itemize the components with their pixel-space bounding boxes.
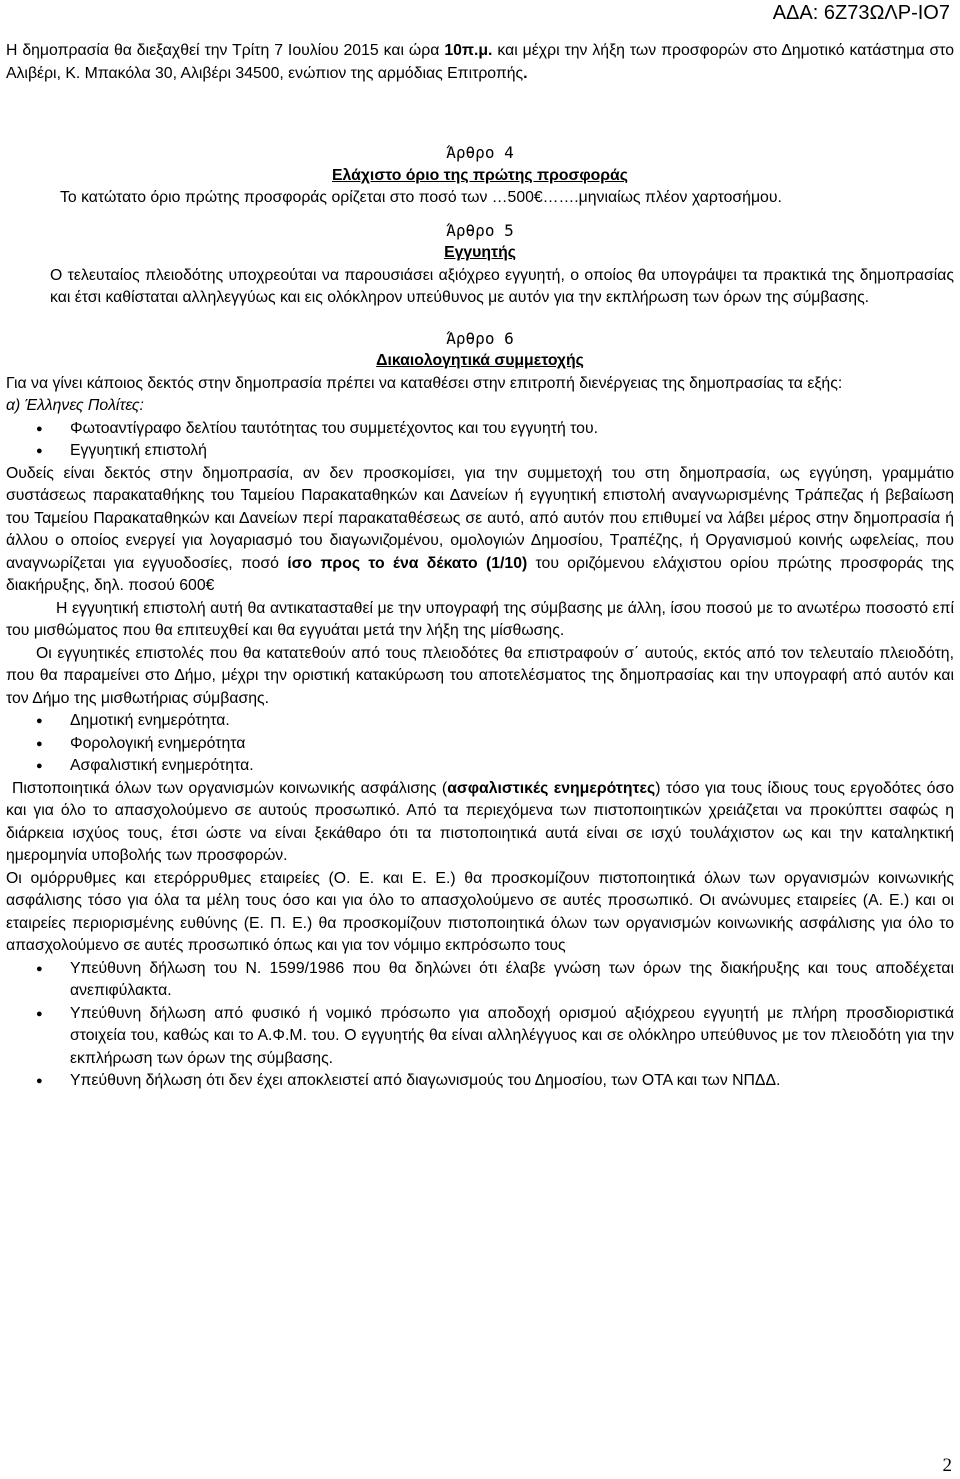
document-page (0, 40, 960, 1093)
list-item: ● Εγγυητική επιστολή (70, 440, 954, 463)
article-5-heading: Άρθρο 5 (446, 220, 514, 240)
documents-list-1 (0, 418, 960, 463)
list-item: ● Υπεύθυνη δήλωση του Ν. 1599/1986 που θα δηλώνει ότι έλαβε γνώση των όρων της διακήρυξης και τους αποδέχεται ανεπιφύλακτα. (70, 958, 954, 1003)
list-item: ● Υπεύθυνη δήλωση ότι δεν έχει αποκλειστεί από διαγωνισμούς του Δημοσίου, των ΟΤΑ και των ΝΠΔΔ. (70, 1070, 954, 1093)
list-item: ● Ασφαλιστική ενημερότητα. (70, 755, 954, 778)
article-6-intro: Για να γίνει κάποιος δεκτός στην δημοπρασία πρέπει να καταθέσει στην επιτροπή διενέργειας της δημοπρασίας τα εξής: (6, 374, 843, 392)
insurance-certificates-paragraph: Πιστοποιητικά όλων των οργανισμών κοινωνικής ασφάλισης (ασφαλιστικές ενημερότητες) τόσο για τους ίδιους τους εργοδότες όσο και για όλο το απασχολούμενο σε αυτούς προσωπικό. Από τα περιεχόμενα των πιστοποιητικών χρειάζεται να προκύπτει σαφώς η διάρκεια ισχύος τους, έτσι ώστε να είναι ξεκάθαρο ότι τα πιστοποιητικά αυτά είναι σε ισχύ τουλάχιστον ως και την καταληκτική ημερομηνία υποβολής των προσφορών. (6, 779, 954, 864)
guarantee-replacement-paragraph: Η εγγυητική επιστολή αυτή θα αντικατασταθεί με την υπογραφή της σύμβασης με άλλη, ίσου ποσού με το ανωτέρω ποσοστό επί του μισθώματος που θα επιτευχθεί και θα εγγυάται μετά την λήξη της μίσθωσης. (6, 599, 954, 639)
documents-list-2 (0, 710, 960, 778)
article-4-title: Ελάχιστο όριο της πρώτης προσφοράς (332, 166, 628, 184)
article-6-heading: Άρθρο 6 (446, 328, 514, 348)
intro-paragraph: Η δημοπρασία θα διεξαχθεί την Τρίτη 7 Ιουλίου 2015 και ώρα 10π.μ. και μέχρι την λήξη των προσφορών στο Δημοτικό κατάστημα στο Αλιβέρι, Κ. Μπακόλα 30, Αλιβέρι 34500, ενώπιον της αρμόδιας Επιτροπής. (6, 42, 954, 82)
article-4-heading: Άρθρο 4 (446, 143, 514, 162)
article-4-text: Το κατώτατο όριο πρώτης προσφοράς ορίζεται στο ποσό των …500€…….μηνιαίως πλέον χαρτοσήμου. (60, 189, 782, 206)
page-number: 2 (942, 1455, 952, 1476)
guarantee-paragraph: Ουδείς είναι δεκτός στην δημοπρασία, αν δεν προσκομίσει, για την συμμετοχή του στη δημοπρασία, ως εγγύηση, γραμμάτιο συστάσεως παρακαταθήκης του Ταμείου Παρακαταθηκών και Δανείων ή εγγυητική επιστολή αναγνωρισμένης Τράπεζας ή βεβαίωση του Ταμείου Παρακαταθηκών και Δανείων περί παρακαταθέσεως σε αυτό, από αυτόν που επιθυμεί να λάβει μέρος στην δημοπρασία ή άλλου ο οποίος ενεργεί για λογαριασμό του διαγωνιζομένου, ομολογιών Δημοσίου, Τραπέζης, ή Οργανισμού κοινής ωφελείας, που αναγνωρίζεται για εγγυοδοσίες, ποσό ίσο προς το ένα δέκατο (1/10) του οριζόμενου ελάχιστου ορίου πρώτης προσφοράς της διακήρυξης, δηλ. ποσού 600€ (6, 464, 954, 594)
article-6-title: Δικαιολογητικά συμμετοχής (376, 352, 584, 369)
citizens-label: α) Έλληνες Πολίτες: (6, 397, 144, 414)
guarantee-return-paragraph: Οι εγγυητικές επιστολές που θα κατατεθούν από τους πλειοδότες θα επιστραφούν σ΄ αυτούς, εκτός από τον τελευταίο πλειοδότη, που θα παραμείνει στο Δήμο, μέχρι την οριστική κατακύρωση του αποτελέσματος της δημοπρασίας και την υπογραφή από αυτόν και τον Δήμο της μισθωτήριας σύμβασης. (6, 644, 954, 707)
documents-list-3 (0, 958, 960, 1093)
companies-paragraph: Οι ομόρρυθμες και ετερόρρυθμες εταιρείες (Ο. Ε. και Ε. Ε.) θα προσκομίζουν πιστοποιητικά όλων των οργανισμών κοινωνικής ασφάλισης τόσο για όλα τα μέλη τους όσο και για όλο το απασχολούμενο σε αυτές προσωπικό. Οι ανώνυμες εταιρείες (Α. Ε.) και οι εταιρείες περιορισμένης ευθύνης (Ε. Π. Ε.) θα προσκομίζουν πιστοποιητικά όλων των οργανισμών κοινωνικής ασφάλισης για όλο το απασχολούμενο σε αυτές προσωπικό όπως και για τον νόμιμο εκπρόσωπο τους (6, 869, 954, 954)
list-item: ● Υπεύθυνη δήλωση από φυσικό ή νομικό πρόσωπο για αποδοχή ορισμού αξιόχρεου εγγυητή με πλήρη προσδιοριστικά στοιχεία του, καθώς και το Α.Φ.Μ. του. Ο εγγυητής θα είναι αλληλέγγυος και σε ολόκληρο υπεύθυνος με τον πλειοδότη για την εκπλήρωση των όρων της σύμβασης. (70, 1003, 954, 1071)
list-item: ● Φορολογική ενημερότητα (70, 733, 954, 756)
ada-code: ΑΔΑ: 6Ζ73ΩΛΡ-ΙΟ7 (772, 2, 950, 24)
list-item: ● Δημοτική ενημερότητα. (70, 710, 954, 733)
list-item: ● Φωτοαντίγραφο δελτίου ταυτότητας του συμμετέχοντος και του εγγυητή του. (70, 418, 954, 441)
article-5-text: Ο τελευταίος πλειοδότης υποχρεούται να παρουσιάσει αξιόχρεο εγγυητή, ο οποίος θα υπογράψει τα πρακτικά της δημοπρασίας και έτσι καθίσταται αλληλεγγύως και εις ολόκληρον υπεύθυνος με αυτόν για την εκπλήρωση των όρων της σύμβασης. (50, 266, 954, 306)
article-5-title: Εγγυητής (444, 244, 516, 261)
